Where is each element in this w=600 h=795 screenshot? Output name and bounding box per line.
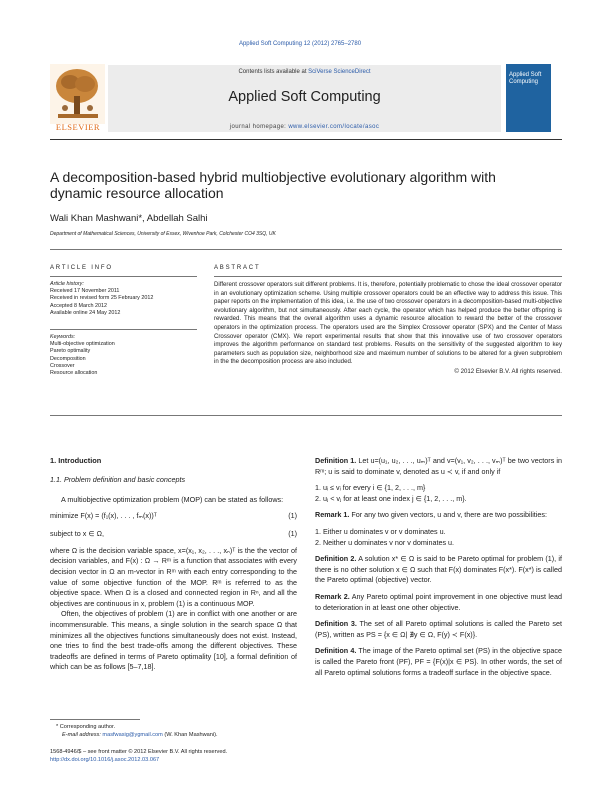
definition-2 [315, 554, 562, 586]
remark-1 [315, 510, 562, 521]
article-history [50, 281, 200, 317]
keyword: Crossover [50, 362, 75, 369]
intro-paragraph-1: A multiobjective optimization problem (MOP) can be stated as follows: [61, 495, 284, 505]
definition-4-label: Definition 4. [315, 646, 357, 656]
definition-1-item: 2. uⱼ < vⱼ for at least one index j ∈ {1, 2, . . ., m}. [315, 493, 467, 503]
header-rule [50, 139, 562, 140]
footnotes [50, 724, 297, 739]
journal-title: Applied Soft Computing [228, 89, 381, 105]
keywords-block [50, 334, 200, 377]
abstract-rule [214, 276, 562, 277]
remark-1-label: Remark 1. [315, 510, 350, 520]
footnote-corresponding: * Corresponding author. [56, 724, 116, 730]
definition-2-text: A solution x* ∈ Ω is said to be Pareto optimal for problem (1), if there is no other solution x ∈ Ω such that F(x) dominates F(x*). F(x*) is called the Pareto optimal (objective) vector. [315, 554, 562, 585]
keyword: Resource allocation [50, 370, 98, 377]
equation-1-text: minimize F(x) = (f₁(x), . . . , fₘ(x))ᵀ [50, 510, 157, 520]
email-link[interactable]: masfwasig@ygmail.com [102, 731, 163, 738]
definition-2-label: Definition 2. [315, 554, 357, 564]
history-label: Article history: [50, 281, 84, 287]
article-title-line-2: dynamic resource allocation [50, 185, 224, 201]
copyright: © 2012 Elsevier B.V. All rights reserved. [454, 367, 562, 375]
abstract-text: Different crossover operators suit different problems. It is, therefore, potentially problematic to chose the ideal crossover operator in an evolutionary optimization scheme. Using multiple crossover operators could be an effective way to address this issue. This paper reports on the implementation of this idea, i.e. the use of two crossover operators in a decomposition-based multi-objective evolutionary algorithm, but not simultaneously. After each cycle, the operator which has helped produce the better offspring is rewarded. This means that the overall algorithm uses a dynamic resource allocation to reward the better of the crossover operators in the optimization process. The operators used are the Simplex Crossover operator (SPX) and the Center of Mass Crossover operator (CMX). We report experimental results that show that this innovative use of two crossover operators improves the algorithm performance on standard test problems. Results on the sensitivity of the suggested algorithm to key parameters such as population size, neighborhood size and maximum number of solutions to be altered for a given subproblem in the the decomposition process are also included. [214, 281, 562, 366]
article-title [50, 169, 562, 201]
issn-line: 1568-4946/$ – see front matter © 2012 Elsevier B.V. All rights reserved. [50, 749, 228, 755]
definition-1-label: Definition 1. [315, 456, 357, 465]
email-label: E-mail address: [62, 731, 103, 738]
subsection-title: 1.1. Problem definition and basic concepts [50, 474, 186, 484]
equation-2-text: subject to x ∈ Ω, [50, 528, 104, 538]
homepage-prefix: journal homepage: [229, 124, 289, 130]
equation-2-number: (1) [288, 528, 297, 538]
article-info-rule [50, 276, 197, 277]
equation-1 [50, 511, 297, 522]
definition-4 [315, 646, 562, 678]
cover-title: Applied Soft Computing [509, 72, 542, 85]
footnote-rule [50, 719, 140, 720]
intro-paragraph-2: where Ω is the decision variable space, x=(x₁, x₂, . . ., xₙ)ᵀ is the the vector of decision variables, and F(x) : Ω → Rᵐ is a function that associates with every decision vector in Ω an m-vector in Rᵐ with each entry corresponding to the value of some objective function of the MOP. Rᵐ is referred to as the objective space. When Ω is a closed and connected region in Rⁿ, and all the objectives are continuous in x, problem (1) is a continuous MOP. [50, 545, 297, 608]
remark-1-item: 2. Neither u dominates v nor v dominates u. [315, 537, 455, 547]
sciencedirect-link[interactable]: SciVerse ScienceDirect [308, 69, 371, 75]
keywords-label: Keywords: [50, 334, 76, 340]
history-item: Available online 24 May 2012 [50, 309, 121, 316]
definition-1 [315, 456, 562, 477]
remark-2-text: Any Pareto optimal point improvement in one objective must lead to deterioration in at least one other objective. [315, 591, 562, 612]
article-info-heading: ARTICLE INFO [50, 265, 113, 271]
definition-1-text: Let u=(u₁, u₂, . . ., uₘ)ᵀ and v=(v₁, v₂, . . ., vₘ)ᵀ be two vectors in Rᵐ; u is said to dominate v, denoted as u ≺ v, if and only if [315, 456, 562, 476]
doi-link[interactable]: http://dx.doi.org/10.1016/j.asoc.2012.03.067 [50, 756, 160, 763]
authors: Wali Khan Mashwani*, Abdellah Salhi [50, 213, 208, 224]
left-column [50, 456, 297, 673]
history-item: Received 17 November 2011 [50, 288, 120, 295]
remark-1-item: 1. Either u dominates v or v dominates u. [315, 526, 446, 536]
keyword: Multi-objective optimization [50, 341, 115, 348]
keyword: Pareto optimality [50, 348, 91, 355]
homepage-line [108, 124, 501, 130]
remark-2-label: Remark 2. [315, 591, 350, 601]
history-item: Accepted 8 March 2012 [50, 302, 107, 309]
email-suffix: (W. Khan Mashwani). [162, 731, 218, 738]
definition-3-text: The set of all Pareto optimal solutions is called the Pareto set (PS), written as PS = {x ∈ Ω| ∄y ∈ Ω, F(y) ≺ F(x)}. [315, 619, 562, 639]
abstract-heading: ABSTRACT [214, 265, 261, 271]
elsevier-tree-logo-icon [50, 64, 105, 124]
footnote-email [50, 732, 297, 740]
equation-1-number: (1) [288, 510, 297, 520]
history-item: Received in revised form 25 February 2012 [50, 295, 154, 302]
publisher-wordmark: ELSEVIER [55, 122, 101, 132]
affiliation: Department of Mathematical Sciences, University of Essex, Wivenhoe Park, Colchester CO4 3SQ, UK [50, 231, 276, 237]
equation-2 [50, 529, 297, 540]
front-matter [50, 749, 350, 764]
contents-line [108, 69, 501, 75]
definition-3 [315, 619, 562, 640]
definition-4-text: The image of the Pareto optimal set (PS) in the objective space is called the Pareto front (PF), PF = {F(x)|x ∈ PS}. In other words, the set of all Pareto optimal solutions forms a tradeoff surface in the objective space. [315, 646, 562, 677]
remark-2 [315, 592, 562, 613]
contents-prefix: Contents lists available at [238, 69, 309, 75]
keyword: Decomposition [50, 355, 86, 362]
keywords-rule [50, 329, 197, 330]
section-title: 1. Introduction [50, 456, 102, 465]
intro-paragraph-3: Often, the objectives of problem (1) are in conflict with one another or are incommensurable. This means, a single solution in the search space Ω that minimizes all the objectives functions simultaneously does not exist. Instead, one tries to find the best trade-offs among the different objectives. These tradeoffs are defined in terms of Pareto optimality [10], a formal definition of which can be as follows [5–7,18]. [50, 609, 297, 672]
right-column [315, 456, 562, 678]
title-rule [50, 249, 562, 250]
journal-citation[interactable]: Applied Soft Computing 12 (2012) 2765–2780 [238, 41, 362, 47]
definition-3-label: Definition 3. [315, 619, 357, 629]
definition-1-item: 1. uᵢ ≤ vᵢ for every i ∈ {1, 2, . . ., m} [315, 483, 426, 493]
abstract-bottom-rule [50, 415, 562, 416]
article-title-line-1: A decomposition-based hybrid multiobjective evolutionary algorithm with [50, 169, 496, 185]
homepage-link[interactable]: www.elsevier.com/locate/asoc [288, 124, 380, 130]
remark-1-text: For any two given vectors, u and v, there are two possibilities: [349, 510, 547, 520]
abstract-body [214, 281, 562, 377]
